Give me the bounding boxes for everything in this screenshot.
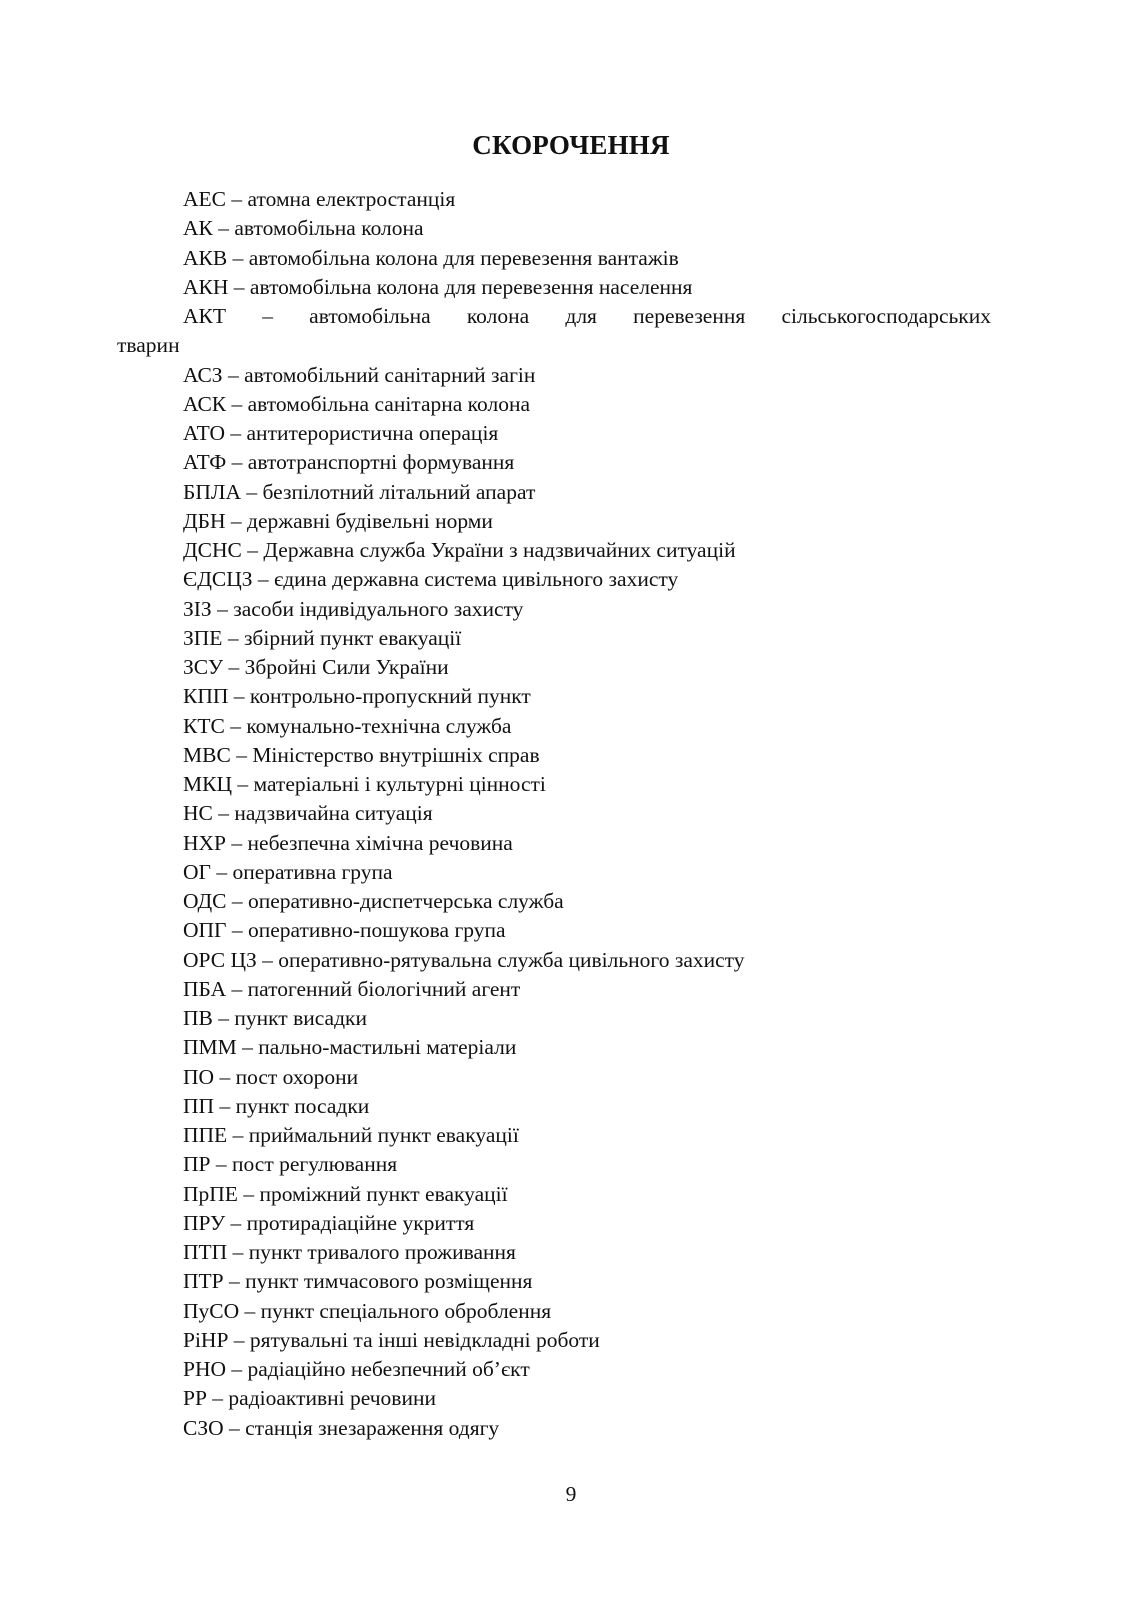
dash-separator: – [228, 655, 240, 679]
list-item-wrapped [117, 302, 991, 361]
dash-separator: – [217, 596, 228, 621]
list-item [117, 1355, 991, 1384]
list-item [117, 1092, 991, 1121]
dash-separator: – [231, 391, 243, 416]
abbreviation: ПТР [183, 1269, 224, 1294]
dash-separator: – [231, 187, 243, 211]
definition: пункт тимчасового розміщення [245, 1269, 533, 1294]
dash-separator: – [230, 421, 242, 445]
list-item [117, 887, 991, 916]
abbreviation: АК [183, 216, 213, 241]
dash-separator: – [233, 1327, 245, 1352]
dash-separator: – [236, 742, 247, 767]
definition: єдина державна система цивільного захисту [274, 567, 679, 592]
list-item [117, 1209, 991, 1238]
list-item [117, 1150, 991, 1179]
list-item [117, 448, 991, 477]
abbreviation: ПР [183, 1152, 211, 1177]
abbreviation: ПРУ [183, 1210, 226, 1235]
dash-separator: – [216, 859, 228, 884]
list-item [117, 1384, 991, 1413]
abbreviation: ДСНС [183, 538, 242, 562]
abbreviation: СЗО [183, 1415, 224, 1440]
dash-separator: – [232, 1240, 244, 1264]
list-item [117, 1063, 991, 1092]
dash-separator: – [232, 245, 244, 270]
dash-separator: – [231, 830, 243, 855]
definition: автомобільна колона для перевезення вантажів [248, 245, 679, 270]
definition: автотранспортні формування [247, 450, 515, 475]
definition: оперативно-рятувальна служба цивільного захисту [278, 947, 745, 972]
definition: державні будівельні норми [247, 508, 493, 533]
abbreviation: НС [183, 801, 213, 826]
list-item [117, 741, 991, 770]
abbreviation: РНО [183, 1357, 227, 1381]
dash-separator: – [262, 947, 273, 972]
list-item [117, 361, 991, 390]
definition: небезпечна хімічна речовина [247, 830, 513, 855]
definition: пункт висадки [234, 1006, 367, 1030]
abbreviation: ПММ [183, 1035, 237, 1060]
list-item [117, 478, 991, 507]
dash-separator: – [218, 1006, 229, 1030]
dash-separator: – [218, 216, 229, 241]
abbreviations-list [117, 185, 991, 1443]
list-item [117, 829, 991, 858]
abbreviation: ЄДСЦЗ [183, 567, 253, 592]
list-item [117, 712, 991, 741]
definition: оперативно-пошукова група [247, 918, 506, 943]
dash-separator: – [212, 1386, 224, 1411]
definition: автомобільна колона для перевезення населення [249, 274, 693, 299]
definition: Державна служба України з надзвичайних ситуацій [263, 538, 736, 562]
abbreviation: ОРС ЦЗ [183, 947, 257, 972]
definition: антитерористична операція [246, 421, 499, 445]
abbreviation: ОГ [183, 859, 211, 884]
definition: збірний пункт евакуації [243, 625, 462, 650]
list-item [117, 419, 991, 448]
list-item [117, 565, 991, 594]
abbreviation: ПП [183, 1093, 215, 1118]
list-item [117, 1326, 991, 1355]
abbreviation: АСЗ [183, 362, 223, 387]
wrapped-continuation: тварин [117, 333, 180, 358]
list-item [117, 1033, 991, 1062]
list-item [117, 946, 991, 975]
definition: засоби індивідуального захисту [233, 596, 524, 621]
dash-separator: – [229, 1415, 240, 1440]
list-item [117, 624, 991, 653]
list-item [117, 916, 991, 945]
list-item [117, 273, 991, 302]
dash-separator: – [231, 450, 243, 475]
definition: пункт спеціального оброблення [260, 1298, 552, 1323]
dash-separator: – [227, 362, 239, 387]
definition: надзвичайна ситуація [234, 801, 433, 826]
list-item [117, 244, 991, 273]
list-item [117, 536, 991, 565]
definition: контрольно-пропускний пункт [249, 684, 531, 709]
list-item [117, 682, 991, 711]
abbreviation: АКВ [183, 245, 228, 270]
abbreviation: АКН [183, 274, 229, 299]
list-item [117, 214, 991, 243]
dash-separator: – [229, 1269, 240, 1294]
definition: пально-мастильні матеріали [258, 1035, 517, 1060]
abbreviation: ППЕ [183, 1123, 228, 1147]
dash-separator: – [233, 684, 245, 709]
abbreviation: ПуСО [183, 1298, 240, 1323]
list-item [117, 858, 991, 887]
dash-separator: – [233, 274, 245, 299]
abbreviation: АТО [183, 421, 226, 445]
abbreviation: РіНР [183, 1327, 229, 1352]
abbreviation: АЕС [183, 187, 226, 211]
dash-separator: – [230, 508, 242, 533]
list-item [117, 390, 991, 419]
page-number: 9 [565, 1482, 577, 1506]
abbreviation: ПТП [183, 1240, 228, 1264]
definition: проміжний пункт евакуації [259, 1181, 508, 1206]
abbreviation: РР [183, 1386, 207, 1411]
definition: автомобільна колона [234, 216, 424, 241]
dash-separator: – [227, 625, 239, 650]
definition: комунально-технічна служба [246, 713, 512, 738]
list-item [117, 653, 991, 682]
definition: пост регулювання [231, 1152, 398, 1177]
dash-separator: – [244, 1298, 256, 1323]
abbreviation: ЗСУ [183, 655, 224, 679]
definition: матеріальні і культурні цінності [253, 772, 546, 796]
dash-separator: – [231, 918, 243, 943]
dash-separator: – [247, 538, 258, 562]
dash-separator: – [218, 801, 229, 826]
definition: станція знезараження одягу [245, 1415, 500, 1440]
wrapped-first-line: АКТ – автомобільна колона для перевезення сільськогосподарських [183, 304, 991, 328]
abbreviation: КТС [183, 713, 225, 738]
definition: атомна електростанція [247, 187, 456, 211]
definition: автомобільна санітарна колона [247, 391, 531, 416]
page-title: СКОРОЧЕННЯ [472, 130, 670, 160]
abbreviation: НХР [183, 830, 227, 855]
dash-separator: – [243, 1181, 255, 1206]
abbreviation: АСК [183, 391, 227, 416]
abbreviation: АТФ [183, 450, 227, 475]
dash-separator: – [215, 1152, 227, 1177]
definition: пост охорони [235, 1064, 359, 1089]
list-item [117, 507, 991, 536]
definition: протирадіаційне укриття [246, 1210, 475, 1235]
dash-separator: – [246, 479, 258, 504]
abbreviation: ДБН [183, 508, 226, 533]
list-item [117, 975, 991, 1004]
definition: оперативна група [232, 859, 393, 884]
list-item [117, 1180, 991, 1209]
abbreviation: ПБА [183, 976, 227, 1001]
abbreviation: ПВ [183, 1006, 213, 1030]
abbreviation: ПрПЕ [183, 1181, 238, 1206]
dash-separator: – [219, 1064, 231, 1089]
list-item [117, 1414, 991, 1443]
definition: радіоактивні речовини [228, 1386, 436, 1411]
abbreviation: КПП [183, 684, 229, 709]
definition: Збройні Сили України [244, 655, 449, 679]
dash-separator: – [237, 772, 249, 796]
definition: пункт тривалого проживання [248, 1240, 516, 1264]
definition: радіаційно небезпечний об’єкт [247, 1357, 530, 1381]
dash-separator: – [242, 1035, 253, 1060]
abbreviation: ЗІЗ [183, 596, 212, 621]
list-item [117, 185, 991, 214]
definition: приймальний пункт евакуації [248, 1123, 519, 1147]
list-item [117, 1267, 991, 1296]
dash-separator: – [231, 1357, 243, 1381]
dash-separator: – [231, 976, 243, 1001]
definition: безпілотний літальний апарат [262, 479, 536, 504]
dash-separator: – [257, 567, 269, 592]
list-item [117, 1004, 991, 1033]
list-item [117, 1297, 991, 1326]
dash-separator: – [219, 1093, 231, 1118]
definition: пункт посадки [235, 1093, 370, 1118]
dash-separator: – [231, 889, 243, 913]
abbreviation: БПЛА [183, 479, 241, 504]
list-item [117, 1121, 991, 1150]
abbreviation: МКЦ [183, 772, 232, 796]
definition: автомобільний санітарний загін [244, 362, 536, 387]
abbreviation: ОПГ [183, 918, 227, 943]
abbreviation: ПО [183, 1064, 215, 1089]
abbreviation: ОДС [183, 889, 227, 913]
list-item [117, 1238, 991, 1267]
abbreviation: ЗПЕ [183, 625, 223, 650]
dash-separator: – [230, 713, 241, 738]
list-item [117, 595, 991, 624]
list-item [117, 770, 991, 799]
dash-separator: – [232, 1123, 244, 1147]
list-item [117, 799, 991, 828]
definition: Міністерство внутрішніх справ [252, 742, 540, 767]
definition: рятувальні та інші невідкладні роботи [249, 1327, 600, 1352]
definition: патогенний біологічний агент [247, 976, 521, 1001]
abbreviation: МВС [183, 742, 231, 767]
dash-separator: – [230, 1210, 242, 1235]
definition: оперативно-диспетчерська служба [247, 889, 564, 913]
